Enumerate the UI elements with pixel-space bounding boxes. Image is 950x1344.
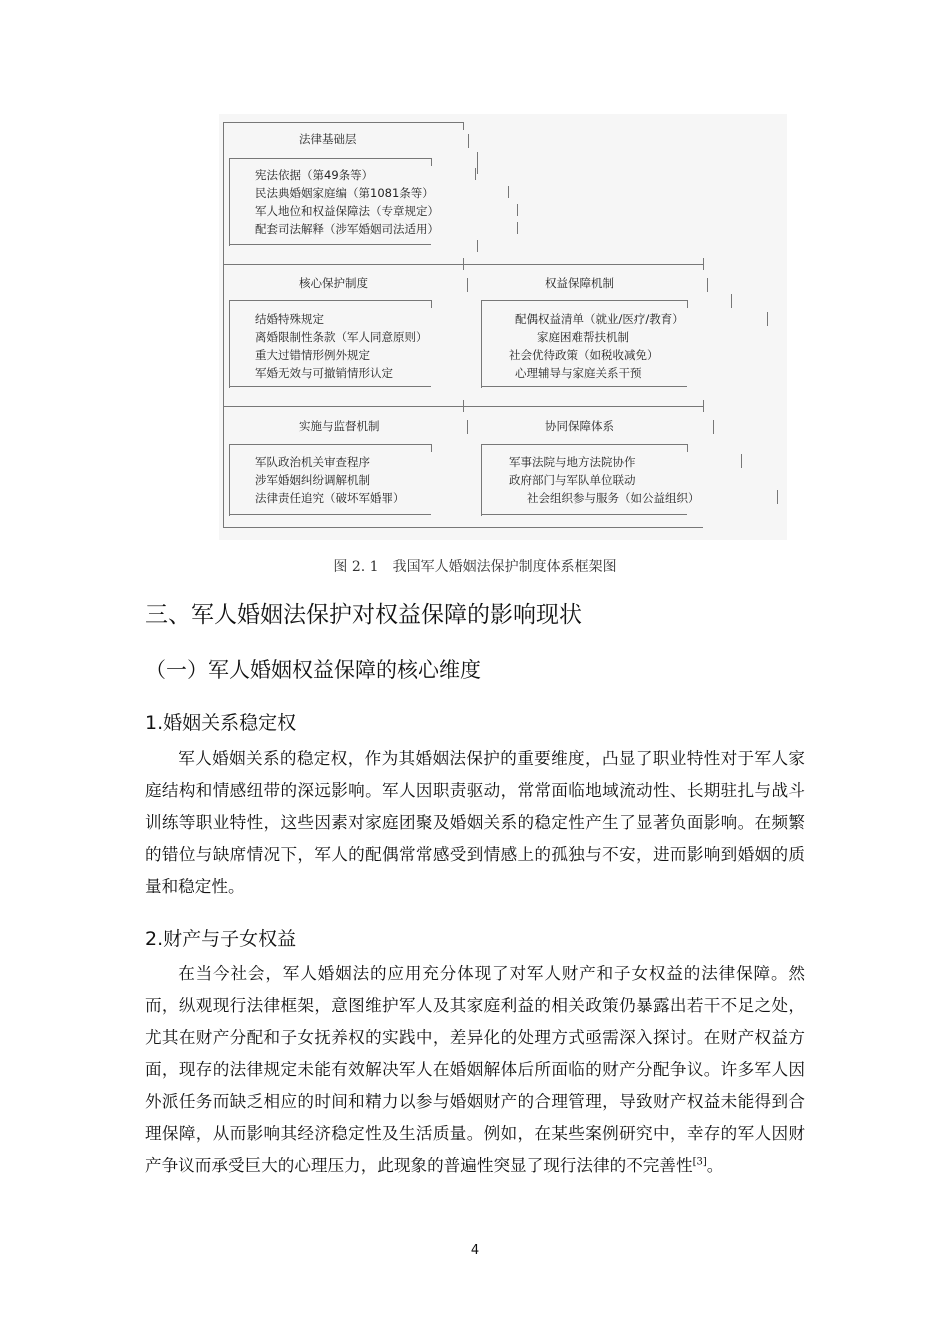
- box-border: [223, 122, 463, 123]
- citation-ref[interactable]: [3]: [692, 1156, 707, 1168]
- inner-border: [229, 444, 230, 516]
- bottom-left-title: 实施与监督机制: [299, 419, 380, 433]
- framework-diagram: [219, 114, 787, 540]
- inner-border: [731, 294, 732, 308]
- inner-border: [687, 444, 688, 452]
- bottom-right-item: 社会组织参与服务（如公益组织）: [527, 491, 700, 505]
- inner-border: [229, 300, 230, 388]
- box-border: [713, 420, 714, 434]
- section-title: 三、军人婚姻法保护对权益保障的影响现状: [145, 602, 582, 628]
- paragraph-1: 军人婚姻关系的稳定权，作为其婚姻法保护的重要维度，凸显了职业特性对于军人家庭结构和情感纽带的深远影响。军人因职责驱动，常常面临地域流动性、长期驻扎与战斗训练等职业特性，这些因素对家庭团聚及婚姻关系的稳定性产生了显著负面影响。在频繁的错位与缺席情况下，军人的配偶常常感受到情感上的孤独与不安，进而影响到婚姻的质量和稳定性。: [145, 749, 805, 896]
- inner-border: [229, 444, 431, 445]
- inner-border: [431, 300, 432, 308]
- paragraph-2-text: 在当今社会，军人婚姻法的应用充分体现了对军人财产和子女权益的法律保障。然而，纵观现行法律框架，意图维护军人及其家庭利益的相关政策仍暴露出若干不足之处，尤其在财产分配和子女抚养权的实践中，差异化的处理方式亟需深入探讨。在财产权益方面，现存的法律规定未能有效解决军人在婚姻解体后所面临的财产分配争议。许多军人因外派任务而缺乏相应的时间和精力以参与婚姻财产的合理管理，导致财产权益未能得到合理保障，从而影响其经济稳定性及生活质量。例如，在某些案例研究中，幸存的军人因财产争议而承受巨大的心理压力，此现象的普遍性突显了现行法律的不完善性: [145, 964, 805, 1175]
- inner-border: [481, 386, 687, 387]
- mid-left-item: 结婚特殊规定: [255, 312, 324, 326]
- inner-border: [477, 240, 478, 252]
- inner-border: [481, 514, 687, 515]
- mid-right-title: 权益保障机制: [545, 276, 614, 290]
- inner-border: [229, 300, 431, 301]
- mid-right-item: 心理辅导与家庭关系干预: [515, 366, 642, 380]
- mid-left-item: 重大过错情形例外规定: [255, 348, 370, 362]
- page-number: 4: [470, 1243, 480, 1258]
- figure-caption: 图 2. 1 我国军人婚姻法保护制度体系框架图: [333, 559, 617, 575]
- divider: [223, 527, 703, 528]
- inner-border: [229, 514, 431, 515]
- inner-border: [229, 244, 431, 245]
- mid-right-item: 配偶权益清单（就业/医疗/教育）: [515, 312, 684, 326]
- inner-border: [481, 444, 482, 516]
- inner-border: [475, 168, 476, 180]
- top-left-title: 法律基础层: [299, 132, 357, 146]
- bottom-right-title: 协同保障体系: [545, 419, 614, 433]
- top-left-item: 民法典婚姻家庭编（第1081条等）: [255, 186, 434, 200]
- inner-border: [477, 152, 478, 174]
- inner-border: [431, 444, 432, 452]
- inner-border: [481, 444, 687, 445]
- subsection-title: （一）军人婚姻权益保障的核心维度: [145, 658, 481, 682]
- bottom-left-item: 法律责任追究（破坏军婚罪）: [255, 491, 405, 505]
- paragraph-2: [145, 958, 805, 1182]
- inner-border: [229, 158, 431, 159]
- divider: [463, 400, 464, 412]
- inner-border: [741, 454, 742, 468]
- inner-border: [517, 222, 518, 234]
- divider: [703, 258, 704, 270]
- top-left-item: 配套司法解释（涉军婚姻司法适用）: [255, 222, 439, 236]
- mid-right-item: 社会优待政策（如税收减免）: [509, 348, 659, 362]
- bottom-left-item: 军队政治机关审查程序: [255, 455, 370, 469]
- inner-border: [481, 300, 687, 301]
- box-border: [707, 278, 708, 292]
- divider: [463, 258, 464, 270]
- inner-border: [687, 300, 688, 308]
- top-left-item: 军人地位和权益保障法（专章规定）: [255, 204, 439, 218]
- inner-border: [229, 386, 431, 387]
- mid-left-item: 离婚限制性条款（军人同意原则）: [255, 330, 428, 344]
- inner-border: [431, 158, 432, 166]
- bottom-right-item: 政府部门与军队单位联动: [509, 473, 636, 487]
- bottom-right-item: 军事法院与地方法院协作: [509, 455, 636, 469]
- paragraph-2-end: 。: [706, 1156, 724, 1175]
- inner-border: [777, 490, 778, 504]
- inner-border: [229, 158, 230, 246]
- bottom-left-item: 涉军婚姻纠纷调解机制: [255, 473, 370, 487]
- mid-right-item: 家庭困难帮扶机制: [537, 330, 629, 344]
- divider: [703, 400, 704, 412]
- box-border: [463, 122, 464, 130]
- top-left-item: 宪法依据（第49条等）: [255, 168, 374, 182]
- inner-border: [481, 300, 482, 388]
- mid-left-title: 核心保护制度: [299, 276, 368, 290]
- box-border: [468, 134, 469, 148]
- box-border: [467, 420, 468, 434]
- inner-border: [767, 312, 768, 326]
- box-border: [223, 122, 224, 527]
- mid-left-item: 军婚无效与可撤销情形认定: [255, 366, 393, 380]
- box-border: [467, 278, 468, 292]
- inner-border: [508, 186, 509, 198]
- inner-border: [517, 204, 518, 216]
- heading-1: 1.婚姻关系稳定权: [145, 712, 297, 734]
- heading-2: 2.财产与子女权益: [145, 928, 297, 950]
